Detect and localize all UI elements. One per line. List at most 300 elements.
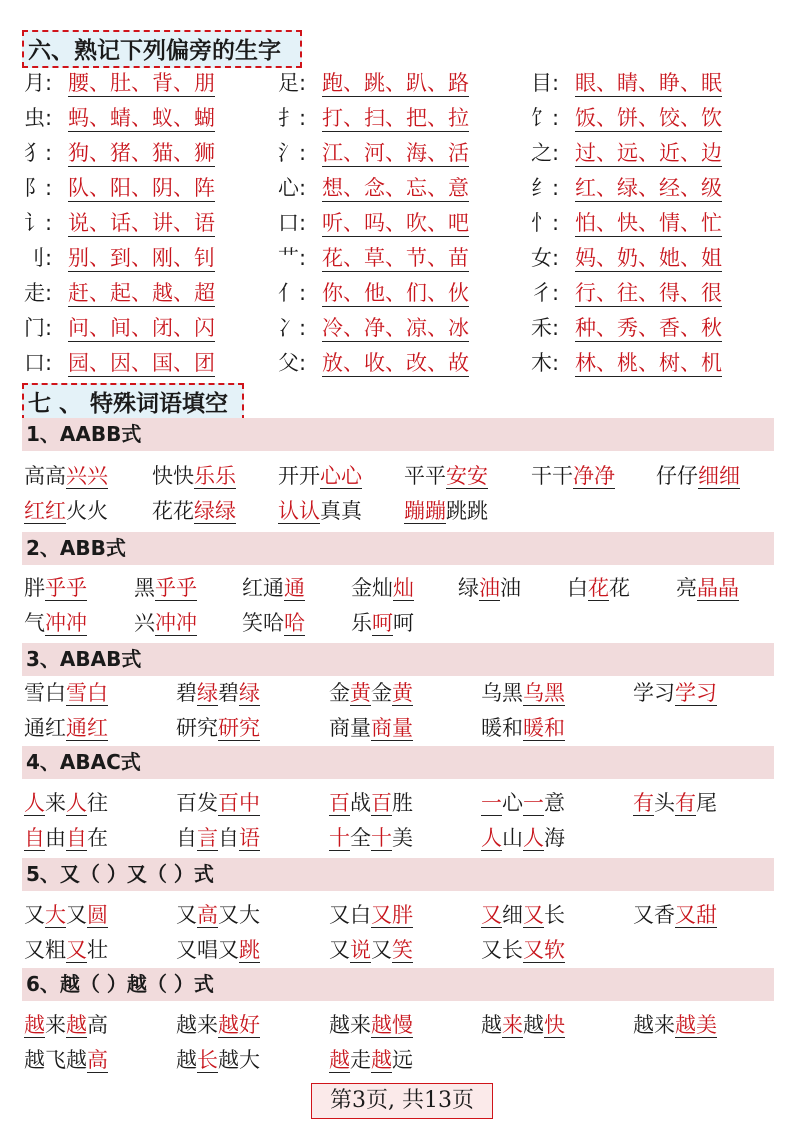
word-item — [481, 898, 565, 932]
radical-label: 犭: — [24, 141, 53, 165]
given-text: 通红 — [24, 716, 66, 740]
given-text: 白 — [567, 576, 588, 600]
filled-answer: 越 — [66, 1013, 87, 1037]
radical-cell — [278, 206, 469, 241]
word-item — [481, 821, 565, 855]
radical-chars: 跑、跳、趴、路 — [322, 71, 469, 95]
radical-cell — [278, 311, 469, 346]
radical-row — [24, 136, 784, 171]
filled-answer: 自 — [66, 826, 87, 850]
given-text: 来 — [45, 1013, 66, 1037]
filled-answer: 绿绿 — [194, 499, 236, 523]
given-text: 暖和 — [481, 716, 523, 740]
filled-answer: 安安 — [446, 464, 488, 488]
radical-row — [24, 101, 784, 136]
radical-cell — [278, 66, 469, 101]
radical-cell — [531, 241, 722, 276]
filled-answer: 高 — [197, 903, 218, 927]
radical-cell — [24, 206, 215, 241]
given-text: 又 — [66, 903, 87, 927]
radical-cell — [24, 66, 215, 101]
given-text: 又 — [329, 938, 350, 962]
filled-answer: 又 — [523, 903, 544, 927]
page-number: 第3页, 共13页 — [311, 1083, 493, 1119]
radical-row — [24, 346, 784, 381]
radical-chars: 别、到、刚、钊 — [68, 246, 215, 270]
filled-answer: 大 — [45, 903, 66, 927]
word-item — [24, 1043, 108, 1077]
filled-answer: 绿 — [197, 681, 218, 705]
radical-chars: 种、秀、香、秋 — [575, 316, 722, 340]
given-text: 美 — [392, 826, 413, 850]
word-item — [404, 459, 488, 493]
filled-answer: 圆 — [87, 903, 108, 927]
given-text: 又 — [24, 903, 45, 927]
radical-label: 之: — [531, 141, 560, 165]
radical-row — [24, 241, 784, 276]
filled-answer: 长 — [197, 1048, 218, 1072]
radical-label: 饣: — [531, 106, 560, 130]
pattern-heading: 4、ABAC式 — [22, 746, 774, 779]
pattern-heading: 1、AABB式 — [22, 418, 774, 451]
radical-chars: 林、桃、树、机 — [575, 351, 722, 375]
word-item — [633, 676, 717, 710]
given-text: 越 — [176, 1048, 197, 1072]
given-text: 平平 — [404, 464, 446, 488]
radical-cell — [531, 136, 722, 171]
radical-chars: 赶、起、越、超 — [68, 281, 215, 305]
radical-label: 艹: — [278, 246, 307, 270]
filled-answer: 油 — [479, 576, 500, 600]
word-row — [24, 1043, 784, 1077]
filled-answer: 十 — [371, 826, 392, 850]
filled-answer: 蹦蹦 — [404, 499, 446, 523]
radical-chars: 问、间、闭、闪 — [68, 316, 215, 340]
radical-cell — [24, 311, 215, 346]
given-text: 越飞越 — [24, 1048, 87, 1072]
filled-answer: 又胖 — [371, 903, 413, 927]
word-item — [24, 821, 108, 855]
word-item — [329, 933, 413, 967]
given-text: 黑 — [134, 576, 155, 600]
word-item — [404, 494, 488, 528]
filled-answer: 又甜 — [675, 903, 717, 927]
radical-chars: 饭、饼、饺、饮 — [575, 106, 722, 130]
given-text: 越来 — [329, 1013, 371, 1037]
radical-cell — [278, 101, 469, 136]
word-item — [152, 494, 236, 528]
radical-grid — [24, 66, 784, 381]
radical-cell — [24, 101, 215, 136]
radical-chars: 想、念、忘、意 — [322, 176, 469, 200]
given-text: 笑哈 — [242, 611, 284, 635]
given-text: 雪白 — [24, 681, 66, 705]
radical-label: 冫: — [278, 316, 307, 340]
given-text: 胜 — [392, 791, 413, 815]
filled-answer: 一 — [523, 791, 544, 815]
given-text: 自 — [176, 826, 197, 850]
filled-answer: 高 — [87, 1048, 108, 1072]
word-item — [278, 494, 362, 528]
given-text: 又白 — [329, 903, 371, 927]
radical-cell — [531, 101, 722, 136]
word-item — [351, 571, 414, 605]
word-item — [24, 786, 108, 820]
radical-label: 月: — [24, 71, 53, 95]
radical-cell — [531, 66, 722, 101]
given-text: 长 — [544, 903, 565, 927]
given-text: 兴 — [134, 611, 155, 635]
given-text: 碧 — [218, 681, 239, 705]
word-item — [176, 711, 260, 745]
word-item — [329, 711, 413, 745]
radical-label: 虫: — [24, 106, 53, 130]
radical-chars: 花、草、节、苗 — [322, 246, 469, 270]
radical-chars: 红、绿、经、级 — [575, 176, 722, 200]
given-text: 细 — [502, 903, 523, 927]
radical-label: 扌: — [278, 106, 307, 130]
section-7-title: 七 、 特殊词语填空 — [22, 383, 244, 421]
word-row — [24, 459, 784, 493]
given-text: 又 — [176, 903, 197, 927]
radical-cell — [531, 346, 722, 381]
filled-answer: 越 — [24, 1013, 45, 1037]
given-text: 呵 — [393, 611, 414, 635]
radical-chars: 行、往、得、很 — [575, 281, 722, 305]
radical-chars: 队、阳、阴、阵 — [68, 176, 215, 200]
word-item — [458, 571, 521, 605]
given-text: 壮 — [87, 938, 108, 962]
radical-chars: 园、因、国、团 — [68, 351, 215, 375]
given-text: 越来 — [633, 1013, 675, 1037]
given-text: 花花 — [152, 499, 194, 523]
given-text: 乌黑 — [481, 681, 523, 705]
filled-answer: 笑 — [392, 938, 413, 962]
given-text: 自 — [218, 826, 239, 850]
radical-cell — [24, 136, 215, 171]
word-item — [24, 933, 108, 967]
given-text: 碧 — [176, 681, 197, 705]
word-row — [24, 606, 784, 640]
given-text: 又 — [371, 938, 392, 962]
given-text: 越大 — [218, 1048, 260, 1072]
filled-answer: 冲冲 — [155, 611, 197, 635]
word-item — [176, 676, 260, 710]
given-text: 仔仔 — [656, 464, 698, 488]
given-text: 战 — [350, 791, 371, 815]
filled-answer: 乌黑 — [523, 681, 565, 705]
filled-answer: 人 — [523, 826, 544, 850]
filled-answer: 灿 — [393, 576, 414, 600]
radical-cell — [531, 206, 722, 241]
radical-chars: 你、他、们、伙 — [322, 281, 469, 305]
radical-chars: 江、河、海、活 — [322, 141, 469, 165]
radical-row — [24, 66, 784, 101]
given-text: 快快 — [152, 464, 194, 488]
radical-chars: 说、话、讲、语 — [68, 211, 215, 235]
radical-label: 足: — [278, 71, 307, 95]
given-text: 走 — [350, 1048, 371, 1072]
word-item — [24, 898, 108, 932]
filled-answer: 有 — [675, 791, 696, 815]
word-row — [24, 571, 784, 605]
radical-label: 走: — [24, 281, 53, 305]
given-text: 高 — [87, 1013, 108, 1037]
word-row — [24, 711, 784, 745]
word-item — [329, 1008, 413, 1042]
given-text: 学习 — [633, 681, 675, 705]
filled-answer: 哈 — [284, 611, 305, 635]
filled-answer: 一 — [481, 791, 502, 815]
given-text: 百发 — [176, 791, 218, 815]
word-item — [329, 821, 413, 855]
filled-answer: 花 — [588, 576, 609, 600]
given-text: 金灿 — [351, 576, 393, 600]
word-item — [481, 676, 565, 710]
given-text: 开开 — [278, 464, 320, 488]
word-item — [567, 571, 630, 605]
given-text: 金 — [329, 681, 350, 705]
given-text: 越 — [481, 1013, 502, 1037]
radical-chars: 狗、猪、猫、狮 — [68, 141, 215, 165]
radical-chars: 蚂、蜻、蚁、蝴 — [68, 106, 215, 130]
word-item — [24, 1008, 108, 1042]
radical-row — [24, 206, 784, 241]
word-item — [176, 933, 260, 967]
filled-answer: 越好 — [218, 1013, 260, 1037]
filled-answer: 人 — [24, 791, 45, 815]
given-text: 往 — [87, 791, 108, 815]
filled-answer: 语 — [239, 826, 260, 850]
radical-cell — [531, 276, 722, 311]
word-item — [176, 786, 260, 820]
word-item — [481, 711, 565, 745]
word-item — [176, 1043, 260, 1077]
filled-answer: 绿 — [239, 681, 260, 705]
pattern-heading: 2、ABB式 — [22, 532, 774, 565]
given-text: 又长 — [481, 938, 523, 962]
filled-answer: 越 — [371, 1048, 392, 1072]
radical-row — [24, 311, 784, 346]
filled-answer: 红红 — [24, 499, 66, 523]
radical-label: 门: — [24, 316, 53, 340]
word-item — [176, 1008, 260, 1042]
radical-row — [24, 276, 784, 311]
word-item — [24, 676, 108, 710]
radical-label: 阝: — [24, 176, 53, 200]
filled-answer: 人 — [481, 826, 502, 850]
given-text: 高高 — [24, 464, 66, 488]
radical-label: 讠: — [24, 211, 53, 235]
filled-answer: 百中 — [218, 791, 260, 815]
word-row — [24, 933, 784, 967]
word-item — [24, 711, 108, 745]
radical-label: 口: — [24, 351, 53, 375]
filled-answer: 暖和 — [523, 716, 565, 740]
given-text: 越来 — [176, 1013, 218, 1037]
word-item — [676, 571, 739, 605]
radical-label: 刂: — [24, 246, 53, 270]
word-item — [152, 459, 236, 493]
word-item — [24, 606, 87, 640]
given-text: 头 — [654, 791, 675, 815]
given-text: 干干 — [531, 464, 573, 488]
filled-answer: 净净 — [573, 464, 615, 488]
word-row — [24, 1008, 784, 1042]
word-item — [633, 898, 717, 932]
radical-cell — [278, 346, 469, 381]
radical-label: 心: — [278, 176, 307, 200]
radical-label: 木: — [531, 351, 560, 375]
radical-cell — [24, 171, 215, 206]
radical-cell — [24, 241, 215, 276]
word-item — [329, 786, 413, 820]
filled-answer: 越 — [329, 1048, 350, 1072]
filled-answer: 又软 — [523, 938, 565, 962]
pattern-heading: 6、越（ ）越（ ）式 — [22, 968, 774, 1001]
given-text: 研究 — [176, 716, 218, 740]
radical-label: 彳: — [531, 281, 560, 305]
word-item — [24, 459, 108, 493]
given-text: 火火 — [66, 499, 108, 523]
pattern-heading: 5、又（ ）又（ ）式 — [22, 858, 774, 891]
filled-answer: 乎乎 — [45, 576, 87, 600]
word-item — [633, 786, 717, 820]
word-item — [329, 676, 413, 710]
radical-cell — [531, 311, 722, 346]
filled-answer: 呵 — [372, 611, 393, 635]
radical-cell — [278, 276, 469, 311]
radical-chars: 眼、睛、睁、眠 — [575, 71, 722, 95]
radical-label: 禾: — [531, 316, 560, 340]
given-text: 尾 — [696, 791, 717, 815]
word-item — [531, 459, 615, 493]
radical-chars: 打、扫、把、拉 — [322, 106, 469, 130]
given-text: 又唱又 — [176, 938, 239, 962]
word-row — [24, 786, 784, 820]
word-item — [134, 606, 197, 640]
radical-label: 氵: — [278, 141, 307, 165]
filled-answer: 言 — [197, 826, 218, 850]
filled-answer: 自 — [24, 826, 45, 850]
radical-chars: 妈、奶、她、姐 — [575, 246, 722, 270]
filled-answer: 越慢 — [371, 1013, 413, 1037]
radical-label: 纟: — [531, 176, 560, 200]
radical-cell — [24, 346, 215, 381]
radical-label: 口: — [278, 211, 307, 235]
word-item — [176, 898, 260, 932]
given-text: 红通 — [242, 576, 284, 600]
filled-answer: 通红 — [66, 716, 108, 740]
filled-answer: 跳 — [239, 938, 260, 962]
filled-answer: 学习 — [675, 681, 717, 705]
given-text: 在 — [87, 826, 108, 850]
radical-chars: 冷、净、凉、冰 — [322, 316, 469, 340]
radical-chars: 腰、肚、背、朋 — [68, 71, 215, 95]
given-text: 由 — [45, 826, 66, 850]
filled-answer: 又 — [481, 903, 502, 927]
filled-answer: 认认 — [278, 499, 320, 523]
given-text: 又粗 — [24, 938, 66, 962]
word-row — [24, 676, 784, 710]
radical-row — [24, 171, 784, 206]
radical-chars: 听、吗、吹、吧 — [322, 211, 469, 235]
filled-answer: 百 — [329, 791, 350, 815]
filled-answer: 通 — [284, 576, 305, 600]
word-item — [656, 459, 740, 493]
given-text: 心 — [502, 791, 523, 815]
filled-answer: 乎乎 — [155, 576, 197, 600]
given-text: 意 — [544, 791, 565, 815]
given-text: 海 — [544, 826, 565, 850]
given-text: 山 — [502, 826, 523, 850]
word-row — [24, 494, 784, 528]
filled-answer: 快 — [544, 1013, 565, 1037]
word-row — [24, 898, 784, 932]
given-text: 商量 — [329, 716, 371, 740]
given-text: 越 — [523, 1013, 544, 1037]
given-text: 胖 — [24, 576, 45, 600]
word-item — [24, 494, 108, 528]
filled-answer: 又 — [66, 938, 87, 962]
word-row — [24, 821, 784, 855]
radical-chars: 放、收、改、故 — [322, 351, 469, 375]
filled-answer: 商量 — [371, 716, 413, 740]
word-item — [134, 571, 197, 605]
word-item — [633, 1008, 717, 1042]
word-item — [176, 821, 260, 855]
radical-label: 父: — [278, 351, 307, 375]
radical-label: 忄: — [531, 211, 560, 235]
radical-label: 目: — [531, 71, 560, 95]
word-item — [24, 571, 87, 605]
given-text: 又大 — [218, 903, 260, 927]
given-text: 绿 — [458, 576, 479, 600]
given-text: 亮 — [676, 576, 697, 600]
given-text: 又香 — [633, 903, 675, 927]
word-item — [242, 606, 305, 640]
filled-answer: 冲冲 — [45, 611, 87, 635]
given-text: 真真 — [320, 499, 362, 523]
word-item — [481, 933, 565, 967]
word-item — [481, 786, 565, 820]
filled-answer: 说 — [350, 938, 371, 962]
filled-answer: 研究 — [218, 716, 260, 740]
given-text: 远 — [392, 1048, 413, 1072]
radical-cell — [278, 241, 469, 276]
filled-answer: 人 — [66, 791, 87, 815]
filled-answer: 黄 — [350, 681, 371, 705]
filled-answer: 兴兴 — [66, 464, 108, 488]
given-text: 油 — [500, 576, 521, 600]
word-item — [481, 1008, 565, 1042]
given-text: 气 — [24, 611, 45, 635]
given-text: 花 — [609, 576, 630, 600]
radical-label: 女: — [531, 246, 560, 270]
word-item — [242, 571, 305, 605]
given-text: 金 — [371, 681, 392, 705]
given-text: 乐 — [351, 611, 372, 635]
radical-chars: 怕、快、情、忙 — [575, 211, 722, 235]
filled-answer: 乐乐 — [194, 464, 236, 488]
radical-cell — [24, 276, 215, 311]
filled-answer: 心心 — [320, 464, 362, 488]
filled-answer: 雪白 — [66, 681, 108, 705]
radical-cell — [278, 136, 469, 171]
word-item — [278, 459, 362, 493]
pattern-heading: 3、ABAB式 — [22, 643, 774, 676]
given-text: 全 — [350, 826, 371, 850]
